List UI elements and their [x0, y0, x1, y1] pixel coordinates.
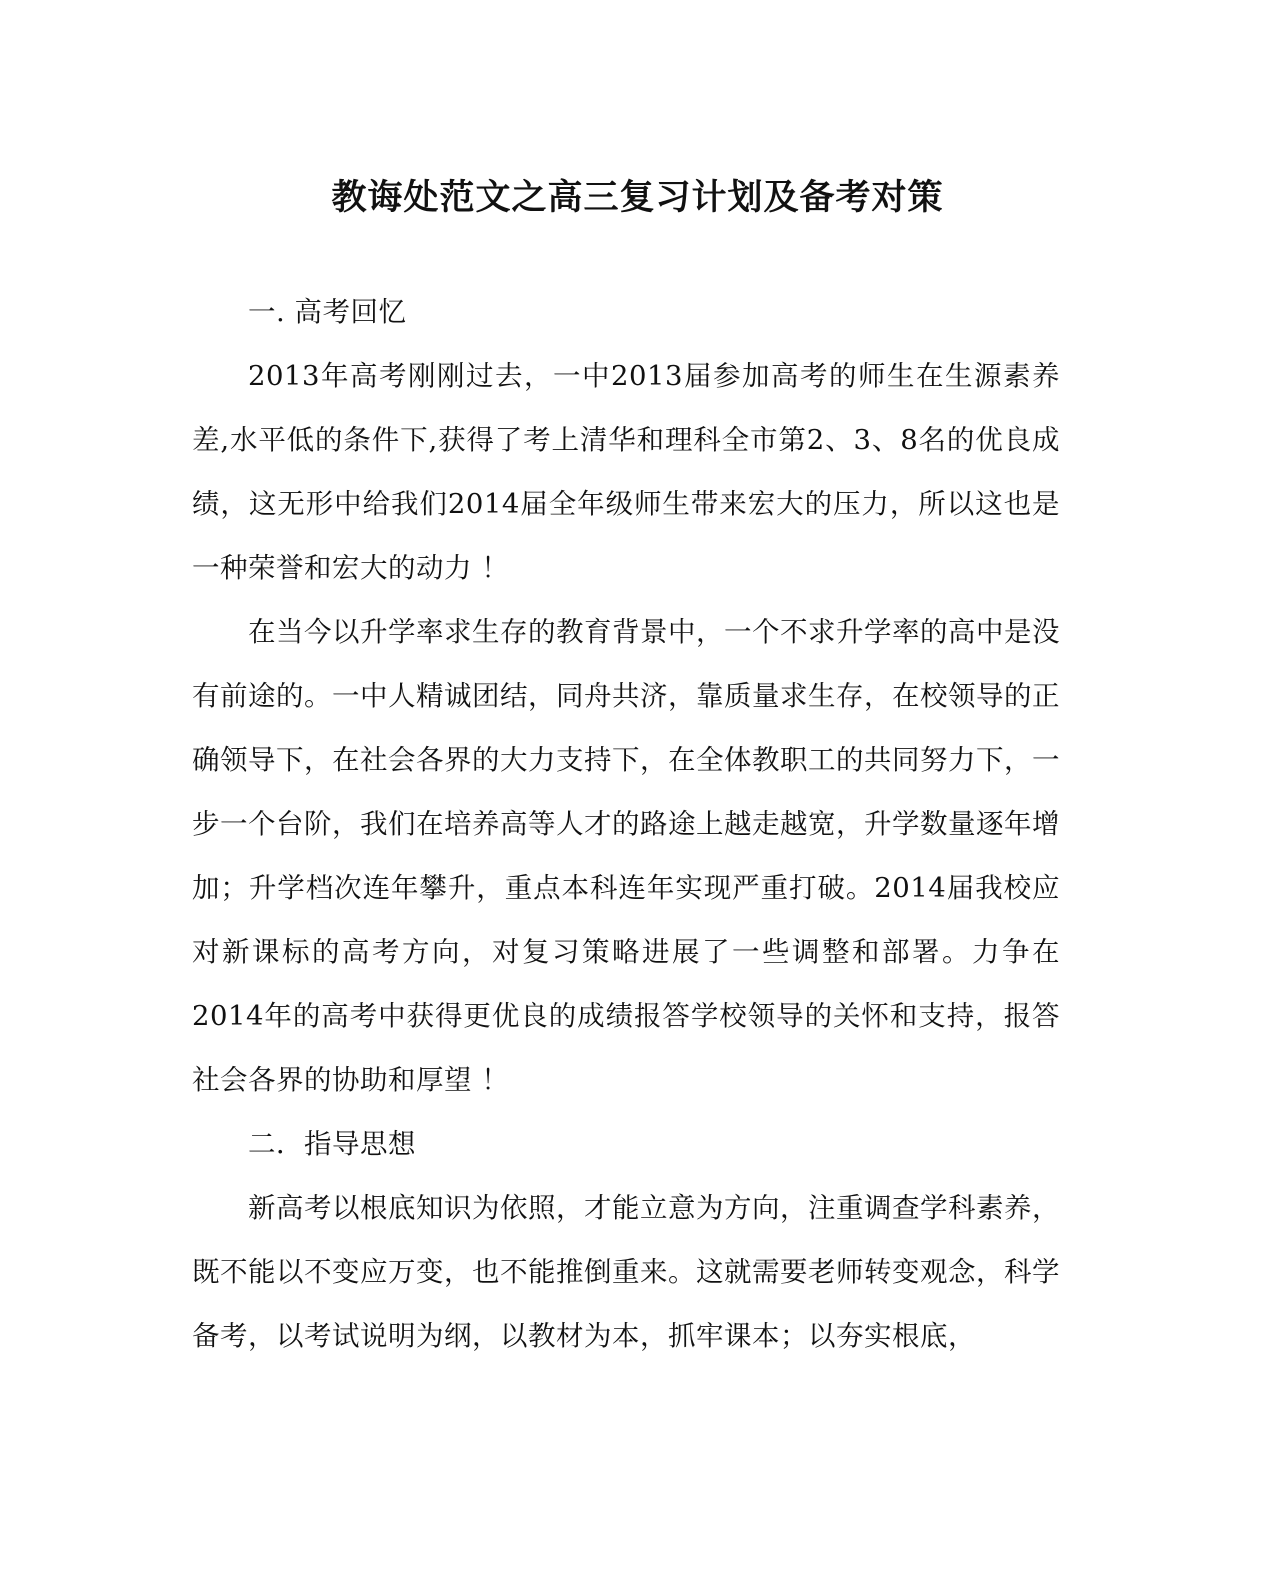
document-body	[192, 280, 1060, 1368]
document-title: 教诲处范文之高三复习计划及备考对策	[331, 177, 944, 218]
paragraph-guiding-thought-1: 新高考以根底知识为依照，才能立意为方向，注重调查学科素养，既不能以不变应万变，也不能推倒重来。这就需要老师转变观念，科学备考，以考试说明为纲，以教材为本，抓牢课本；以夯实根底，	[192, 1192, 1060, 1352]
section-heading-guiding-thought: 二．指导思想	[248, 1128, 416, 1160]
paragraph-review-1: 2013年高考刚刚过去，一中2013届参加高考的师生在生源素养差,水平低的条件下,获得了考上清华和理科全市第2、3、8名的优良成绩，这无形中给我们2014届全年级师生带来宏大的压力，所以这也是一种荣誉和宏大的动力 ！	[192, 360, 1060, 584]
paragraph-review-2: 在当今以升学率求生存的教育背景中，一个不求升学率的高中是没有前途的。一中人精诚团结，同舟共济，靠质量求生存，在校领导的正确领导下，在社会各界的大力支持下，在全体教职工的共同努力下，一步一个台阶，我们在培养高等人才的路途上越走越宽，升学数量逐年增加；升学档次连年攀升，重点本科连年实现严重打破。2014届我校应对新课标的高考方向，对复习策略进展了一些调整和部署。力争在2014年的高考中获得更优良的成绩报答学校领导的关怀和支持，报答社会各界的协助和厚望 ！	[192, 616, 1060, 1096]
section-heading-review: 一. 高考回忆	[248, 296, 407, 328]
